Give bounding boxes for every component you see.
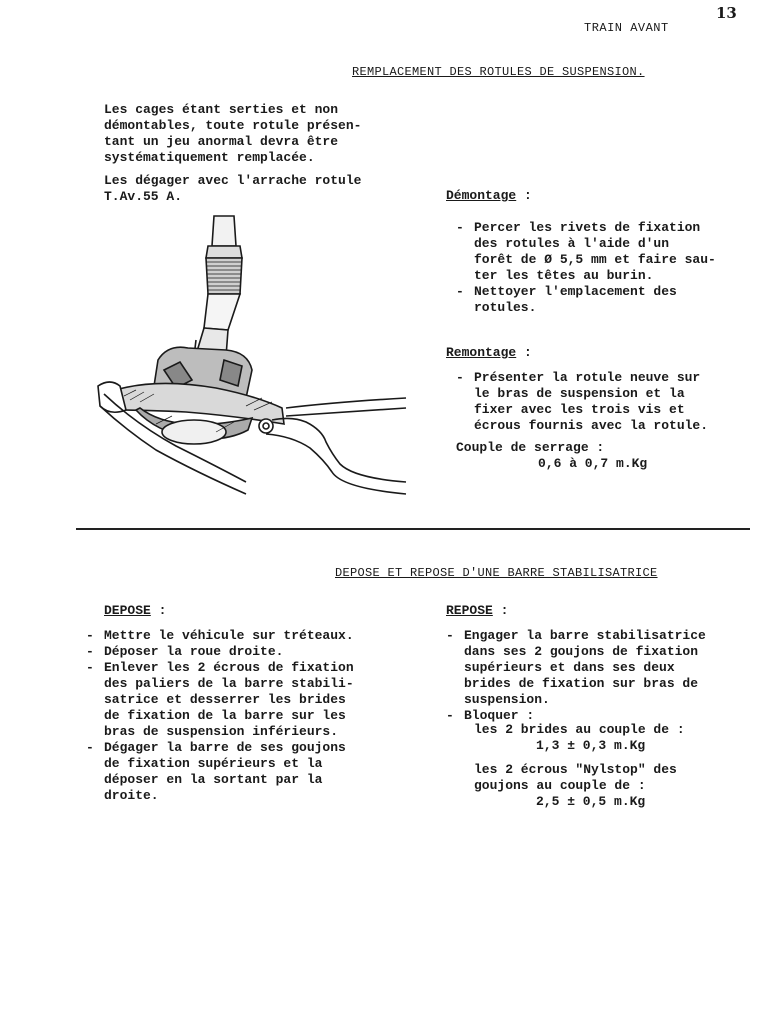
heading-colon: :: [500, 603, 509, 618]
text-line: - Déposer la roue droite.: [104, 644, 284, 659]
depose-heading-label: DEPOSE: [104, 603, 151, 618]
page-number: 13: [716, 4, 737, 22]
text-line: - Enlever les 2 écrous de fixation: [104, 660, 354, 675]
demontage-heading: [446, 188, 532, 204]
section-title-stabilizer-bar: DEPOSE ET REPOSE D'UNE BARRE STABILISATRICE: [335, 566, 658, 580]
brides-torque-value: 1,3 ± 0,3 m.Kg: [536, 738, 646, 753]
remontage-steps: [456, 370, 708, 434]
text-line: - Présenter la rotule neuve sur: [474, 370, 701, 385]
nylstop-torque-text: [474, 762, 677, 794]
demontage-steps: [456, 220, 716, 316]
text-line: - Engager la barre stabilisatrice: [464, 628, 706, 643]
list-item: [86, 740, 354, 804]
text-line: écrous fournis avec la rotule.: [474, 418, 709, 433]
text-line: goujons au couple de :: [474, 778, 646, 793]
text-line: des paliers de la barre stabili-: [104, 676, 354, 691]
text-line: dans ses 2 goujons de fixation: [464, 644, 699, 659]
text-line: déposer en la sortant par la: [104, 772, 323, 787]
text-line: fixer avec les trois vis et: [474, 402, 685, 417]
heading-colon: :: [158, 603, 167, 618]
remontage-heading: [446, 345, 532, 361]
text-line: des rotules à l'aide d'un: [474, 236, 670, 251]
ball-joint-puller-illustration: [96, 210, 412, 500]
text-line: ter les têtes au burin.: [474, 268, 654, 283]
repose-steps: [446, 628, 706, 724]
repose-heading: [446, 603, 508, 619]
text-line: de fixation supérieurs et la: [104, 756, 323, 771]
text-line: droite.: [104, 788, 159, 803]
text-line: rotules.: [474, 300, 537, 315]
text-line: - Bloquer :: [464, 708, 535, 723]
brides-torque-line: les 2 brides au couple de :: [474, 722, 685, 737]
torque-label: Couple de serrage :: [456, 440, 605, 455]
list-item: [446, 628, 706, 708]
text-line: satrice et desserrer les brides: [104, 692, 346, 707]
text-line: Les dégager avec l'arrache rotule: [104, 173, 362, 188]
list-item: [456, 284, 716, 316]
list-item: [86, 660, 354, 740]
text-line: de fixation de la barre sur les: [104, 708, 346, 723]
text-line: tant un jeu anormal devra être: [104, 134, 339, 149]
heading-colon: :: [524, 345, 532, 360]
text-line: démontables, toute rotule présen-: [104, 118, 362, 133]
remontage-heading-label: Remontage: [446, 345, 517, 360]
list-item: [86, 644, 354, 660]
text-line: T.Av.55 A.: [104, 189, 183, 204]
repose-heading-label: REPOSE: [446, 603, 493, 618]
intro-paragraph: [104, 102, 361, 166]
torque-value: 0,6 à 0,7 m.Kg: [538, 456, 648, 471]
text-line: le bras de suspension et la: [474, 386, 685, 401]
text-line: Les cages étant serties et non: [104, 102, 339, 117]
text-line: brides de fixation sur bras de: [464, 676, 699, 691]
section-title-ball-joint-replacement: REMPLACEMENT DES ROTULES DE SUSPENSION.: [352, 65, 645, 79]
text-line: supérieurs et dans ses deux: [464, 660, 675, 675]
demontage-heading-label: Démontage: [446, 188, 517, 203]
list-item: [86, 628, 354, 644]
text-line: systématiquement remplacée.: [104, 150, 315, 165]
text-line: - Percer les rivets de fixation: [474, 220, 701, 235]
tool-paragraph: [104, 173, 361, 205]
text-line: - Dégager la barre de ses goujons: [104, 740, 346, 755]
text-line: bras de suspension inférieurs.: [104, 724, 339, 739]
text-line: - Nettoyer l'emplacement des: [474, 284, 677, 299]
text-line: - Mettre le véhicule sur tréteaux.: [104, 628, 354, 643]
text-line: suspension.: [464, 692, 550, 707]
list-item: [456, 370, 708, 434]
nylstop-torque-value: 2,5 ± 0,5 m.Kg: [536, 794, 646, 809]
text-line: forêt de Ø 5,5 mm et faire sau-: [474, 252, 716, 267]
text-line: les 2 écrous "Nylstop" des: [474, 762, 677, 777]
depose-steps: [86, 628, 354, 804]
depose-heading: [104, 603, 166, 619]
section-divider: [76, 528, 750, 530]
header-title: TRAIN AVANT: [584, 21, 669, 35]
heading-colon: :: [524, 188, 532, 203]
list-item: [456, 220, 716, 284]
